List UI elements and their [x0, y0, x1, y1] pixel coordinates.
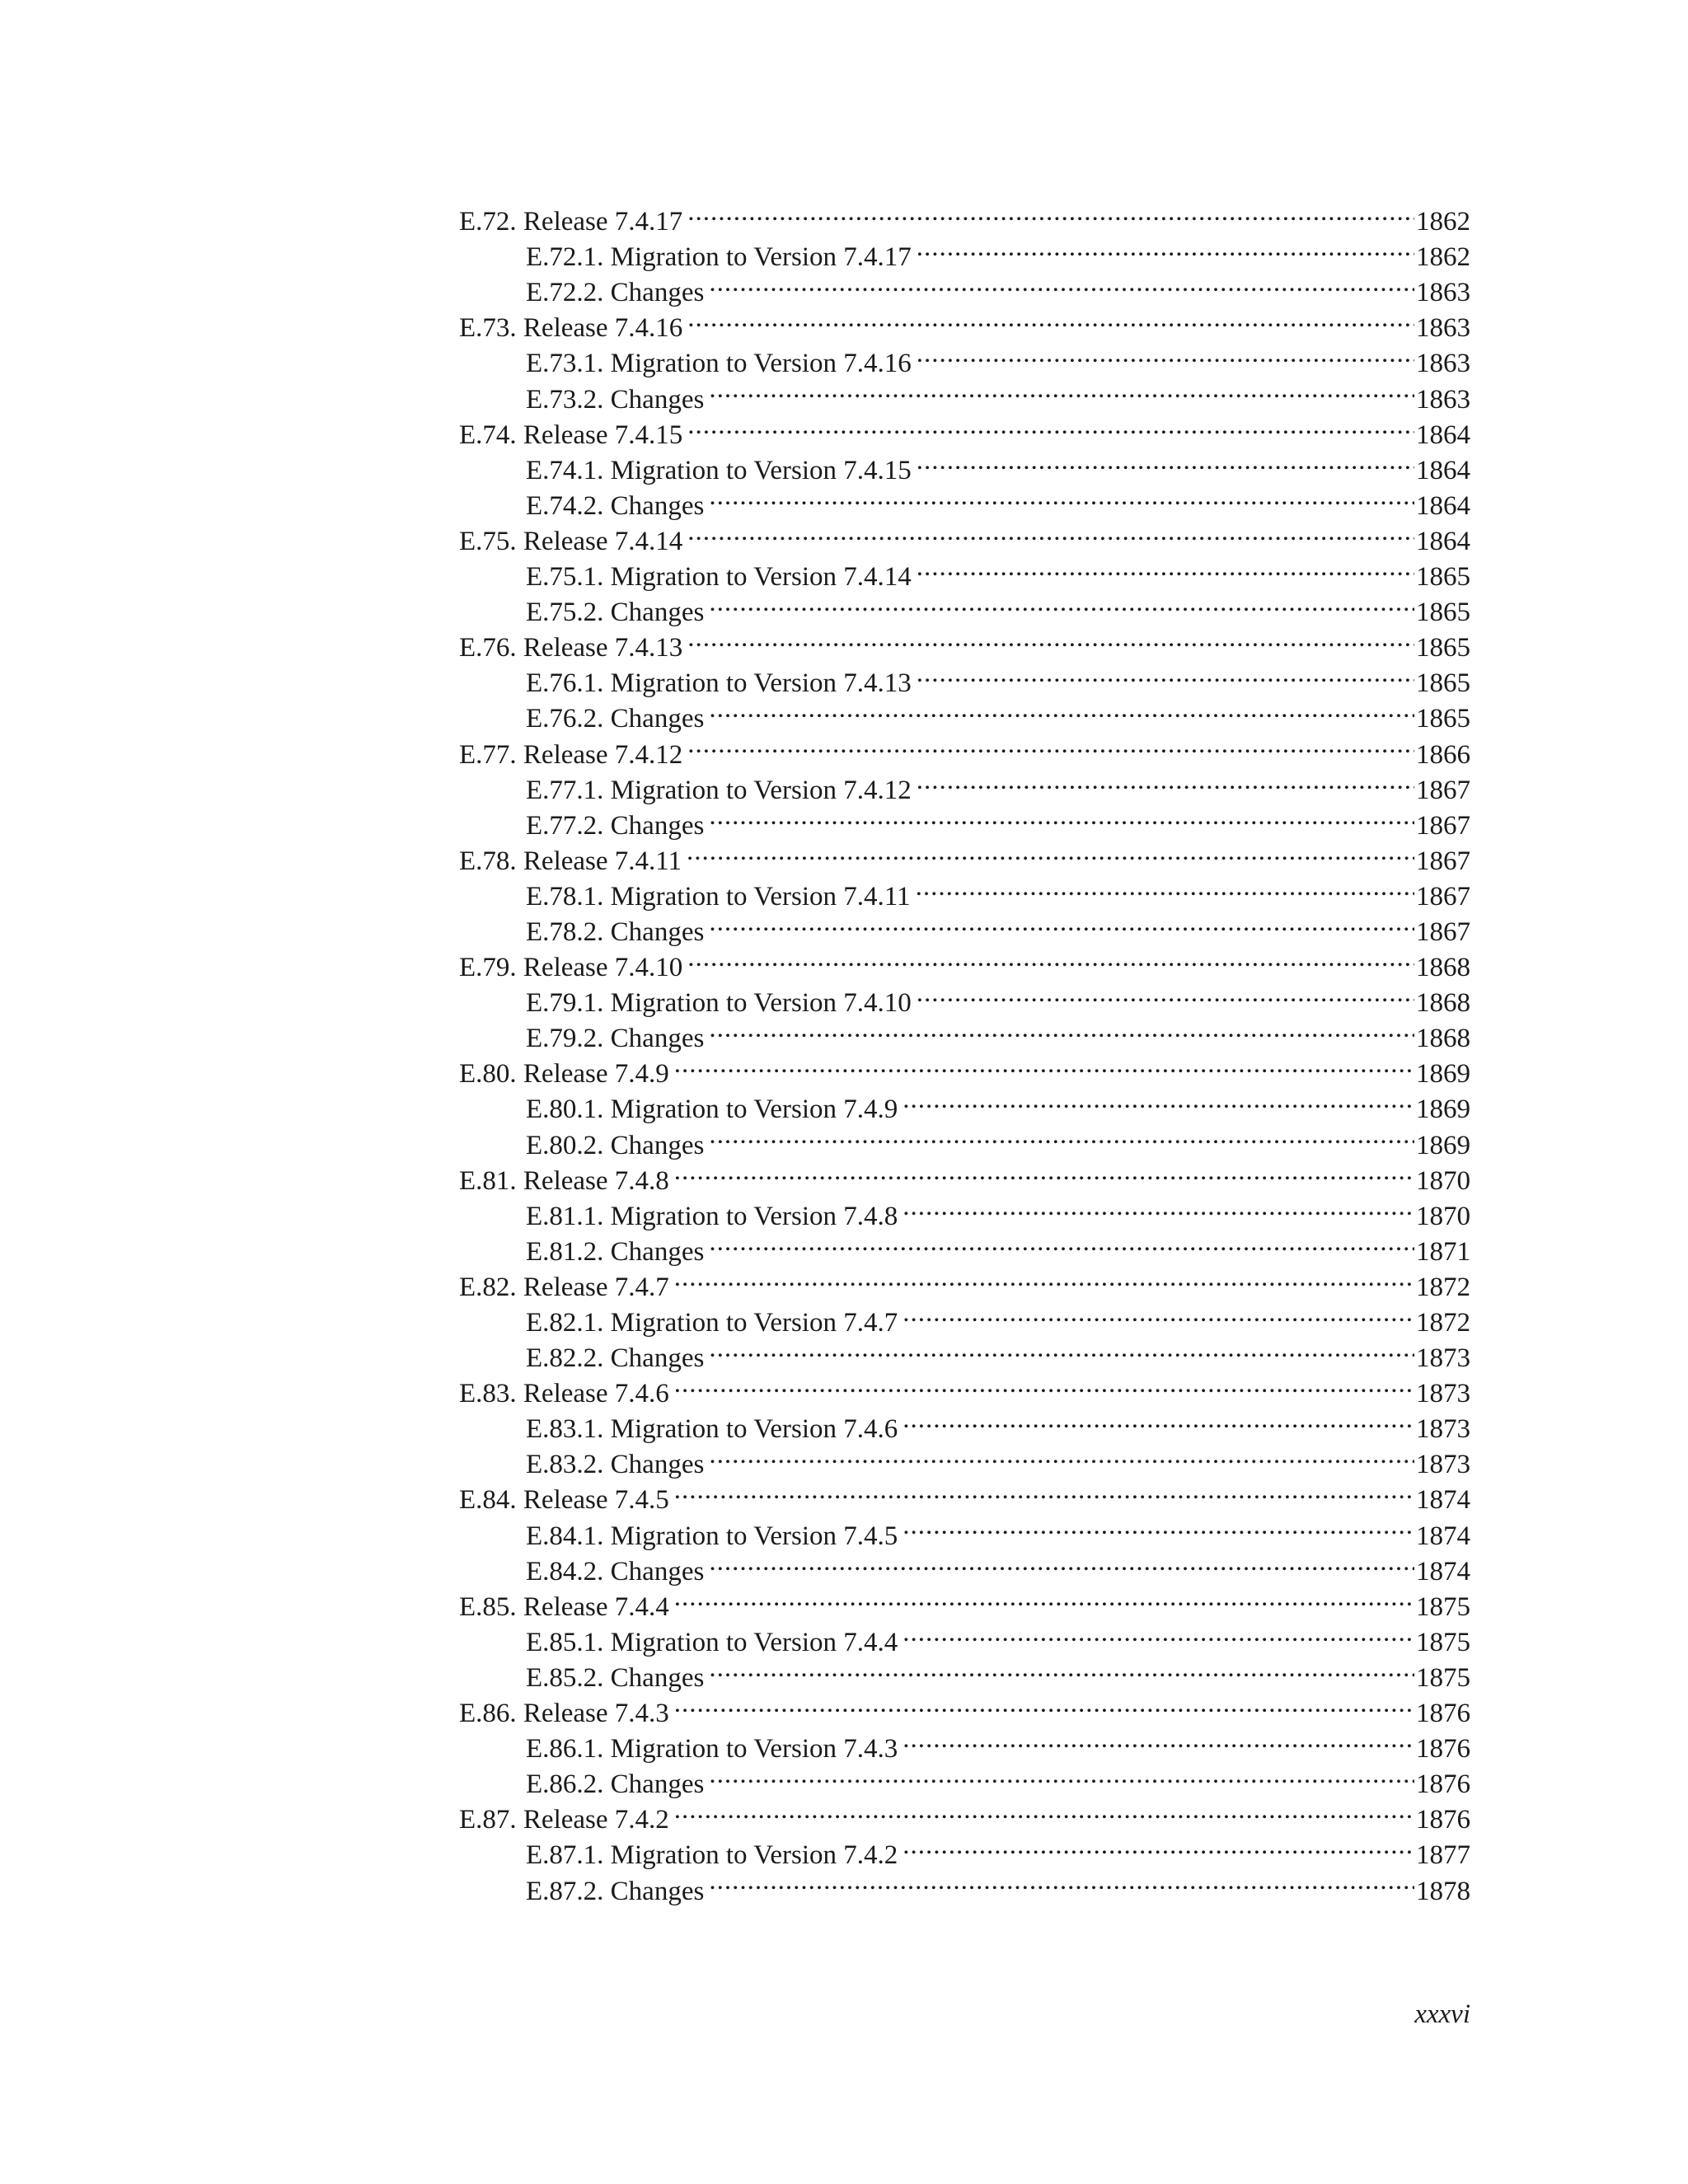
dot-leader	[917, 656, 1414, 691]
toc-page-number[interactable]: 1867	[1416, 881, 1470, 912]
toc-entry-label[interactable]: E.76. Release 7.4.13	[459, 633, 683, 663]
toc-page-number[interactable]: 1878	[1416, 1876, 1470, 1906]
toc-entry-label[interactable]: E.76.2. Changes	[526, 704, 705, 734]
toc-entry-label[interactable]: E.75.2. Changes	[526, 598, 705, 628]
toc-page-number[interactable]: 1865	[1416, 598, 1470, 628]
toc-page-number[interactable]: 1869	[1416, 1094, 1470, 1125]
toc-entry-label[interactable]: E.74. Release 7.4.15	[459, 419, 683, 450]
dot-leader	[709, 1651, 1414, 1686]
toc-page-number[interactable]: 1870	[1416, 1201, 1470, 1231]
dot-leader	[916, 869, 1414, 905]
toc-entry-label[interactable]: E.72. Release 7.4.17	[459, 207, 683, 237]
toc-page-number[interactable]: 1862	[1416, 207, 1470, 237]
toc-page-number[interactable]: 1870	[1416, 1165, 1470, 1196]
toc-entry-label[interactable]: E.86.2. Changes	[526, 1769, 705, 1800]
toc-entry-label[interactable]: E.83. Release 7.4.6	[459, 1379, 669, 1409]
toc-entry-label[interactable]: E.72.2. Changes	[526, 278, 705, 308]
dot-leader	[687, 408, 1414, 443]
dot-leader	[709, 479, 1414, 514]
toc-page-number[interactable]: 1865	[1416, 668, 1470, 699]
toc-entry-label[interactable]: E.80.1. Migration to Version 7.4.9	[526, 1094, 898, 1125]
toc-entry-label[interactable]: E.81. Release 7.4.8	[459, 1165, 669, 1196]
toc-entry-label[interactable]: E.78.1. Migration to Version 7.4.11	[526, 881, 911, 912]
toc-entry-label[interactable]: E.74.2. Changes	[526, 490, 705, 521]
dot-leader	[674, 1260, 1414, 1296]
toc-page-number[interactable]: 1876	[1416, 1734, 1470, 1765]
toc-page-number[interactable]: 1868	[1416, 953, 1470, 983]
toc-page-number[interactable]: 1876	[1416, 1699, 1470, 1729]
toc-entry-label[interactable]: E.77.2. Changes	[526, 810, 705, 841]
toc-page-number[interactable]: 1872	[1416, 1308, 1470, 1338]
toc-page-number[interactable]: 1876	[1416, 1769, 1470, 1800]
toc-page-number[interactable]: 1869	[1416, 1059, 1470, 1090]
toc-entry-label[interactable]: E.74.1. Migration to Version 7.4.15	[526, 455, 912, 485]
dot-leader	[709, 1225, 1414, 1260]
dot-leader	[709, 265, 1414, 301]
toc-entry-label[interactable]: E.83.2. Changes	[526, 1450, 705, 1480]
dot-leader	[674, 1686, 1414, 1722]
toc-page-number[interactable]: 1865	[1416, 562, 1470, 593]
dot-leader	[917, 230, 1414, 265]
dot-leader	[917, 550, 1414, 585]
toc-entry-label[interactable]: E.80.2. Changes	[526, 1130, 705, 1160]
dot-leader	[709, 1437, 1414, 1473]
toc-entry-label[interactable]: E.77. Release 7.4.12	[459, 739, 683, 770]
toc-entry-label[interactable]: E.86.1. Migration to Version 7.4.3	[526, 1734, 898, 1765]
dot-leader	[674, 1154, 1414, 1189]
toc-entry-label[interactable]: E.77.1. Migration to Version 7.4.12	[526, 775, 912, 805]
dot-leader	[687, 940, 1414, 976]
toc-page-number[interactable]: 1864	[1416, 419, 1470, 450]
toc-entry-label[interactable]: E.81.2. Changes	[526, 1236, 705, 1267]
dot-leader	[917, 763, 1414, 799]
dot-leader	[903, 1296, 1414, 1331]
toc-page-number[interactable]: 1868	[1416, 988, 1470, 1019]
dot-leader	[709, 1757, 1414, 1793]
dot-leader	[917, 443, 1414, 479]
toc-page-number[interactable]: 1873	[1416, 1343, 1470, 1374]
dot-leader	[709, 1118, 1414, 1153]
toc-page-number[interactable]: 1865	[1416, 704, 1470, 734]
toc-entry[interactable]	[459, 194, 1470, 237]
toc-entry-label[interactable]: E.82.1. Migration to Version 7.4.7	[526, 1308, 898, 1338]
toc-entry-label[interactable]: E.79. Release 7.4.10	[459, 953, 683, 983]
toc-entry-label[interactable]: E.79.1. Migration to Version 7.4.10	[526, 988, 912, 1019]
toc-page-number[interactable]: 1875	[1416, 1627, 1470, 1657]
toc-page-number[interactable]: 1872	[1416, 1272, 1470, 1302]
dot-leader	[687, 621, 1414, 656]
toc-page-number[interactable]: 1864	[1416, 490, 1470, 521]
toc-page-number[interactable]: 1864	[1416, 526, 1470, 556]
toc-entry-label[interactable]: E.73. Release 7.4.16	[459, 313, 683, 344]
dot-leader	[903, 1402, 1414, 1437]
dot-leader	[709, 799, 1414, 834]
toc-entry-label[interactable]: E.86. Release 7.4.3	[459, 1699, 669, 1729]
toc-page-number[interactable]: 1874	[1416, 1485, 1470, 1516]
toc-entry-label[interactable]: E.81.1. Migration to Version 7.4.8	[526, 1201, 898, 1231]
dot-leader	[903, 1615, 1414, 1651]
toc-entry-label[interactable]: E.80. Release 7.4.9	[459, 1059, 669, 1090]
toc-page-number[interactable]: 1875	[1416, 1591, 1470, 1622]
dot-leader	[709, 691, 1414, 727]
dot-leader	[687, 834, 1414, 869]
toc-page-number[interactable]: 1875	[1416, 1662, 1470, 1693]
toc-entry-label[interactable]: E.73.2. Changes	[526, 384, 705, 415]
dot-leader	[687, 727, 1414, 762]
dot-leader	[709, 372, 1414, 407]
toc-entry-label[interactable]: E.84.1. Migration to Version 7.4.5	[526, 1521, 898, 1551]
toc-entry-label[interactable]: E.85.2. Changes	[526, 1662, 705, 1693]
toc-entry-label[interactable]: E.82.2. Changes	[526, 1343, 705, 1374]
table-of-contents	[459, 194, 1470, 1906]
dot-leader	[674, 1793, 1414, 1828]
toc-page-number[interactable]: 1874	[1416, 1556, 1470, 1586]
toc-page-number[interactable]: 1863	[1416, 349, 1470, 379]
dot-leader	[903, 1828, 1414, 1863]
dot-leader	[917, 976, 1414, 1011]
dot-leader	[687, 514, 1414, 550]
toc-page-number[interactable]: 1867	[1416, 775, 1470, 805]
toc-page-number[interactable]: 1864	[1416, 455, 1470, 485]
toc-entry-label[interactable]: E.83.1. Migration to Version 7.4.6	[526, 1414, 898, 1445]
dot-leader	[903, 1722, 1414, 1757]
toc-entry-label[interactable]: E.87. Release 7.4.2	[459, 1805, 669, 1835]
toc-page-number[interactable]: 1867	[1416, 846, 1470, 876]
dot-leader	[674, 1366, 1414, 1402]
toc-entry-label[interactable]: E.73.1. Migration to Version 7.4.16	[526, 349, 912, 379]
toc-entry-label[interactable]: E.84.2. Changes	[526, 1556, 705, 1586]
toc-entry-label[interactable]: E.78. Release 7.4.11	[459, 846, 682, 876]
dot-leader	[917, 336, 1414, 372]
toc-page-number[interactable]: 1868	[1416, 1024, 1470, 1054]
toc-page-number[interactable]: 1874	[1416, 1521, 1470, 1551]
dot-leader	[903, 1189, 1414, 1225]
toc-page-number[interactable]: 1867	[1416, 916, 1470, 947]
toc-page-number[interactable]: 1876	[1416, 1805, 1470, 1835]
toc-page-number[interactable]: 1869	[1416, 1130, 1470, 1160]
dot-leader	[674, 1580, 1414, 1615]
toc-entry-label[interactable]: E.75. Release 7.4.14	[459, 526, 683, 556]
toc-page-number[interactable]: 1873	[1416, 1414, 1470, 1445]
dot-leader	[674, 1473, 1414, 1508]
dot-leader	[709, 1863, 1414, 1899]
dot-leader	[903, 1508, 1414, 1544]
toc-entry-label[interactable]: E.76.1. Migration to Version 7.4.13	[526, 668, 912, 699]
toc-page-number[interactable]: 1867	[1416, 810, 1470, 841]
page-number: xxxvi	[1414, 1999, 1470, 2029]
toc-entry-label[interactable]: E.87.2. Changes	[526, 1876, 705, 1906]
toc-entry-label[interactable]: E.87.1. Migration to Version 7.4.2	[526, 1840, 898, 1871]
dot-leader	[903, 1082, 1414, 1118]
toc-entry-label[interactable]: E.78.2. Changes	[526, 916, 705, 947]
toc-page-number[interactable]: 1863	[1416, 278, 1470, 308]
dot-leader	[674, 1047, 1414, 1082]
dot-leader	[687, 301, 1414, 336]
dot-leader	[709, 585, 1414, 621]
dot-leader	[709, 905, 1414, 940]
dot-leader	[709, 1331, 1414, 1366]
toc-page-number[interactable]: 1862	[1416, 242, 1470, 273]
toc-page-number[interactable]: 1863	[1416, 313, 1470, 344]
toc-page-number[interactable]: 1873	[1416, 1379, 1470, 1409]
toc-page-number[interactable]: 1871	[1416, 1236, 1470, 1267]
toc-page-number[interactable]: 1863	[1416, 384, 1470, 415]
toc-entry-label[interactable]: E.84. Release 7.4.5	[459, 1485, 669, 1516]
toc-entry-label[interactable]: E.85. Release 7.4.4	[459, 1591, 669, 1622]
toc-entry-label[interactable]: E.82. Release 7.4.7	[459, 1272, 669, 1302]
toc-entry-label[interactable]: E.85.1. Migration to Version 7.4.4	[526, 1627, 898, 1657]
toc-entry-label[interactable]: E.75.1. Migration to Version 7.4.14	[526, 562, 912, 593]
toc-page-number[interactable]: 1865	[1416, 633, 1470, 663]
toc-entry-label[interactable]: E.79.2. Changes	[526, 1024, 705, 1054]
toc-page-number[interactable]: 1877	[1416, 1840, 1470, 1871]
dot-leader	[687, 194, 1414, 230]
toc-page-number[interactable]: 1873	[1416, 1450, 1470, 1480]
toc-page-number[interactable]: 1866	[1416, 739, 1470, 770]
dot-leader	[709, 1011, 1414, 1047]
toc-entry-label[interactable]: E.72.1. Migration to Version 7.4.17	[526, 242, 912, 273]
dot-leader	[709, 1544, 1414, 1580]
